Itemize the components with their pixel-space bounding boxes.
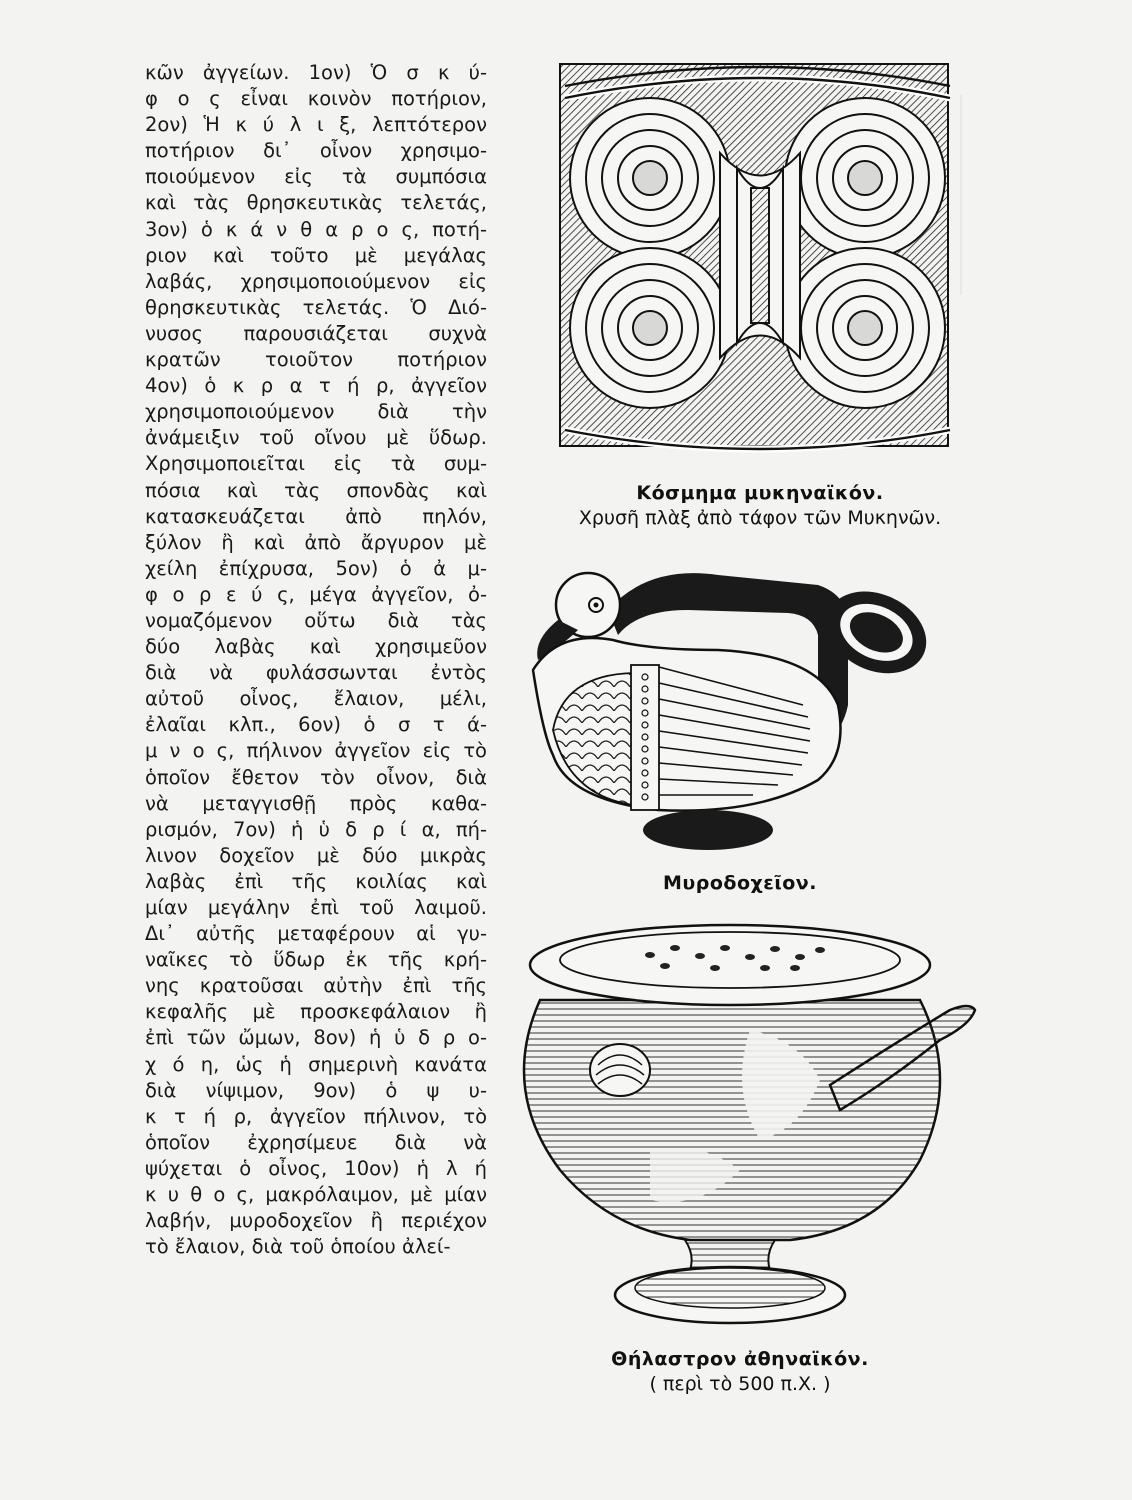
body-text-line: ὁποῖον ἐχρησίμευε διὰ νὰ — [145, 1130, 487, 1154]
body-text-line: 3ον) ὁ κ ά ν θ α ρ ο ς, ποτή- — [145, 217, 487, 241]
body-text-line: νὰ μεταγγισθῇ πρὸς καθα- — [145, 791, 487, 815]
body-text-line: κρατῶν τοιοῦτον ποτήριον — [145, 348, 487, 372]
body-text-line: ξύλον ἢ καὶ ἀπὸ ἄργυρον μὲ — [145, 530, 487, 554]
body-text-line: χ ό η, ὡς ἡ σημερινὴ κανάτα — [145, 1052, 487, 1076]
body-text-line: τὸ ἔλαιον, διὰ τοῦ ὁποίου ἀλεί- — [145, 1235, 451, 1259]
body-text-line: μ ν ο ς, πήλινον ἀγγεῖον εἰς τὸ — [145, 739, 487, 763]
body-text-line: Δι᾽ αὐτῆς μεταφέρουν αἱ γυ- — [145, 922, 487, 946]
mycenaean-ornament-figure — [555, 58, 965, 453]
spiral-bl — [570, 248, 730, 408]
body-text-line: καὶ τὰς θρησκευτικὰς τελετάς, — [145, 191, 487, 215]
feeder-vessel-figure — [500, 910, 1000, 1340]
bleed-through-shadow — [960, 95, 1112, 295]
body-text-line: νομαζόμενον οὕτω διὰ τὰς — [145, 608, 487, 632]
body-text-line: διὰ νίψιμον, 9ον) ὁ ψ υ- — [145, 1078, 487, 1102]
body-text-line: κεφαλῆς μὲ προσκεφάλαιον ἢ — [145, 1000, 487, 1024]
body-text-line: 4ον) ὁ κ ρ α τ ή ρ, ἀγγεῖον — [145, 374, 487, 398]
body-text-line: ριον καὶ τοῦτο μὲ μεγάλας — [145, 243, 487, 267]
body-text-line: ψύχεται ὁ οἶνος, 10ον) ἡ λ ή — [145, 1156, 487, 1180]
feeder-caption-subtitle: ( περὶ τὸ 500 π.Χ. ) — [649, 1373, 831, 1395]
body-text-line: λαβήν, μυροδοχεῖον ἢ περιέχον — [145, 1209, 487, 1233]
body-text-column — [145, 60, 487, 1260]
body-text-line: θρησκευτικὰς τελετάς. Ὁ Διό- — [145, 295, 487, 319]
body-text-line: ποτήριον δι᾽ οἶνον χρησιμο- — [145, 139, 487, 163]
duck-vessel-caption — [600, 872, 880, 894]
body-text-line: χείλη ἐπίχρυσα, 5ον) ὁ ἀ μ- — [145, 556, 487, 580]
spiral-tr — [785, 98, 945, 258]
body-text-line: νυσος παρουσιάζεται συχνὰ — [145, 321, 487, 345]
body-text-line: ὁποῖον ἔθετον τὸν οἶνον, διὰ — [145, 765, 487, 789]
body-text-line: 2ον) Ἡ κ ύ λ ι ξ, λεπτότερον — [145, 113, 487, 137]
body-text-line: ρισμόν, 7ον) ἡ ὑ δ ρ ί α, πή- — [145, 817, 487, 841]
body-text-line: ποιούμενον εἰς τὰ συμπόσια — [145, 165, 487, 189]
body-text-line: λινον δοχεῖον μὲ δύο μικρὰς — [145, 843, 487, 867]
ornament-caption-subtitle: Χρυσῆ πλὰξ ἀπὸ τάφον τῶν Μυκηνῶν. — [578, 507, 942, 529]
body-text-line: κατασκευάζεται ἀπὸ πηλόν, — [145, 504, 487, 528]
body-text-line: κ τ ή ρ, ἀγγεῖον πήλινον, τὸ — [145, 1104, 487, 1128]
body-text-line: Χρησιμοποιεῖται εἰς τὰ συμ- — [145, 452, 487, 476]
body-text-line: αὐτοῦ οἶνος, ἔλαιον, μέλι, — [145, 687, 487, 711]
body-text-line: νης κρατοῦσαι αὐτὴν ἐπὶ τῆς — [145, 974, 487, 998]
body-text-line: διὰ νὰ φυλάσσωνται ἐντὸς — [145, 661, 487, 685]
ornament-caption — [530, 482, 990, 529]
body-text-line: πόσια καὶ τὰς σπονδὰς καὶ — [145, 478, 487, 502]
body-text-line: ἀνάμειξιν τοῦ οἴνου μὲ ὕδωρ. — [145, 426, 487, 450]
body-text-line: δύο λαβὰς καὶ χρησιμεῦον — [145, 635, 487, 659]
body-text-line: ναῖκες τὸ ὕδωρ ἐκ τῆς κρή- — [145, 948, 487, 972]
ornament-caption-title: Κόσμημα μυκηναϊκόν. — [636, 482, 884, 504]
body-text-line: κ υ θ ο ς, μακρόλαιμον, μὲ μίαν — [145, 1183, 487, 1207]
duck-vessel-figure — [518, 555, 978, 865]
body-text-line: ἐπὶ τῶν ὤμων, 8ον) ἡ ὑ δ ρ ο- — [145, 1026, 487, 1050]
feeder-caption-title: Θήλαστρον ἀθηναϊκόν. — [611, 1348, 869, 1370]
spiral-tl — [570, 98, 730, 258]
body-text-line: φ ο ς εἶναι κοινὸν ποτήριον, — [145, 87, 487, 111]
body-text-line: λαβὰς ἐπὶ τῆς κοιλίας καὶ — [145, 869, 487, 893]
body-text-line: ἐλαῖαι κλπ., 6ον) ὁ σ τ ά- — [145, 713, 487, 737]
body-text-line: μίαν μεγάλην ἐπὶ τοῦ λαιμοῦ. — [145, 896, 487, 919]
spiral-br — [785, 248, 945, 408]
body-text-line: φ ο ρ ε ύ ς, μέγα ἀγγεῖον, ὀ- — [145, 582, 487, 606]
body-text-line: λαβάς, χρησιμοποιούμενον εἰς — [145, 269, 487, 293]
duck-vessel-caption-title: Μυροδοχεῖον. — [663, 872, 817, 894]
body-text-line: κῶν ἀγγείων. 1ον) Ὁ σ κ ύ- — [145, 61, 487, 84]
feeder-caption — [560, 1348, 920, 1395]
body-text-line: χρησιμοποιούμενον διὰ τὴν — [145, 400, 487, 424]
